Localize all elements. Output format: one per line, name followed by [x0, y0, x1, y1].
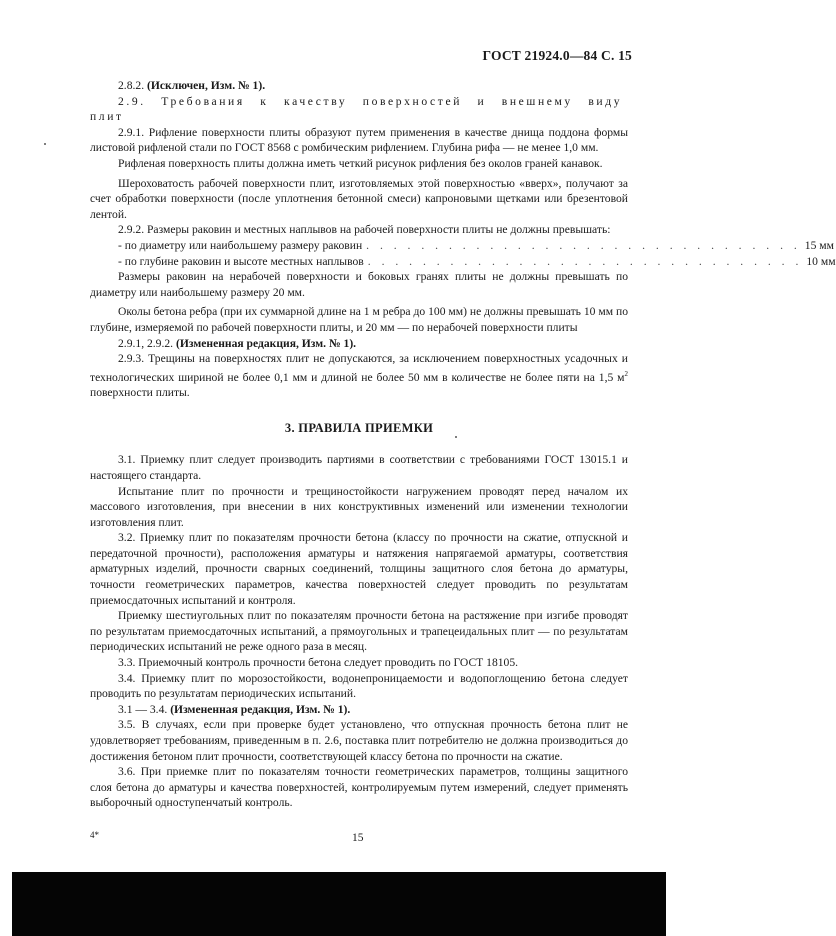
- section-title: 3. ПРАВИЛА ПРИЕМКИ: [284, 420, 434, 435]
- amendment-note: (Измененная редакция, Изм. № 1).: [170, 702, 351, 716]
- paragraph-2-8-2: [90, 78, 628, 94]
- scan-dark-band: [12, 872, 666, 936]
- paragraph-3-2: 3.2. Приемку плит по показателям прочности бетона (классу по прочности на сжатие, отпускной и передаточной прочности), расположения арматуры и натяжения напрягаемой арматуры, соответствия арматурных изделий, прочности сварных соединений, толщины защитного слоя бетона до арматуры, точности геометрических параметров, качества поверхностей следует проводить по результатам приемосдаточных испытаний и контроля.: [90, 531, 628, 607]
- paragraph-testing: Испытание плит по прочности и трещиностойкости нагружением проводят перед началом их массового изготовления, при внесении в них конструктивных изменений или изменении технологии изготовления плит.: [90, 484, 628, 529]
- leader-dots: . . . . . . . . . . . . . . . . . . . . . . . . . . . . . . . .: [366, 238, 801, 252]
- amendment-note: (Исключен, Изм. № 1).: [147, 79, 266, 92]
- clause-number: 2.8.2.: [118, 79, 145, 92]
- document-body: [90, 78, 836, 811]
- clause-number: 3.1 — 3.4.: [118, 702, 168, 716]
- paragraph-3-4: 3.4. Приемку плит по морозостойкости, водонепроницаемости и водопоглощению бетона следует проводить по результатам периодических испытаний.: [90, 671, 628, 701]
- limit-value: 15 мм: [804, 238, 834, 252]
- paragraph-amendment-3: [90, 702, 628, 718]
- paragraph-riffling: Рифленая поверхность плиты должна иметь четкий рисунок рифления без околов граней канавок.: [118, 156, 603, 170]
- paragraph-3-6: 3.6. При приемке плит по показателям точности геометрических параметров, толщины защитного слоя бетона до арматуры и качества поверхностей, контролируемым путем измерений, следует применять выборочный одноступенчатый контроль.: [90, 765, 628, 810]
- leader-dots: . . . . . . . . . . . . . . . . . . . . . . . . . . . . . . . .: [367, 254, 803, 268]
- scan-speck: [44, 143, 46, 145]
- limit-line-diameter: [90, 238, 834, 254]
- page-number: 15: [352, 832, 364, 844]
- paragraph-roughness: Шероховатость рабочей поверхности плит, изготовляемых этой поверхностью «вверх», получают за счет обработки поверхности (после уплотнения бетонной смеси) капроновыми щетками или брезентовой лентой.: [90, 176, 628, 221]
- paragraph-amendment-2-9: [90, 336, 628, 352]
- paragraph-3-3: 3.3. Приемочный контроль прочности бетона следует проводить по ГОСТ 18105.: [118, 656, 519, 670]
- paragraph-2-9-3: 2.9.3. Трещины на поверхностях плит не допускаются, за исключением поверхностных усадочных и технологических шириной не более 0,1 мм и длиной не более 50 мм в количестве не более пяти на 1,5 $м^2$ поверхности плиты.: [90, 352, 628, 400]
- paragraph-3-1: 3.1. Приемку плит следует производить партиями в соответствии с требованиями ГОСТ 13015.1 и настоящего стандарта.: [90, 453, 628, 482]
- clause-number: 2.9.1, 2.9.2.: [118, 336, 174, 350]
- page-header: ГОСТ 21924.0—84 С. 15: [482, 48, 632, 63]
- amendment-note: (Измененная редакция, Изм. № 1).: [175, 336, 357, 350]
- paragraph-chips: Околы бетона ребра (при их суммарной длине на 1 м ребра до 100 мм) не должны превышать 10 мм по глубине, измеряемой по рабочей поверхности плиты, и 20 мм — по нерабочей поверхности плиты: [90, 305, 628, 334]
- paragraph-2-9-1: 2.9.1. Рифление поверхности плиты образуют путем применения в качестве днища поддона формы листовой рифленой стали по ГОСТ 8568 с ромбическим рифлением. Глубина рифа — не менее 1,0 мм.: [90, 125, 628, 155]
- limit-value: 10 мм: [806, 254, 836, 268]
- limit-label: - по глубине раковин и высоте местных наплывов: [118, 254, 364, 268]
- paragraph-nonworking-surface: Размеры раковин на нерабочей поверхности и боковых гранях плиты не должны превышать по диаметру или наибольшему размеру 20 мм.: [90, 270, 628, 299]
- limit-label: - по диаметру или наибольшему размеру раковин: [118, 238, 363, 252]
- scan-speck: [455, 436, 457, 438]
- footer-mark: 4*: [90, 830, 99, 840]
- paragraph-3-5: 3.5. В случаях, если при проверке будет установлено, что отпускная прочность бетона плит не удовлетворяет требованиям, приведенным в п. 2.6, поставка плит потребителю не должна производиться до достижения бетоном плит прочности, соответствующей классу бетона по прочности на сжатие.: [90, 718, 628, 763]
- limit-line-depth: [90, 254, 836, 270]
- paragraph-2-9-2: 2.9.2. Размеры раковин и местных наплывов на рабочей поверхности плиты не должны превышать:: [118, 223, 611, 237]
- heading-2-9: 2.9. Требования к качеству поверхностей и внешнему виду плит: [90, 94, 623, 124]
- paragraph-hexagonal: Приемку шестиугольных плит по показателям прочности бетона на растяжение при изгибе проводят по результатам приемосдаточных испытаний, а прямоугольных и трапецеидальных плит — по результатам периодических испытаний не реже одного раза в месяц.: [90, 609, 628, 654]
